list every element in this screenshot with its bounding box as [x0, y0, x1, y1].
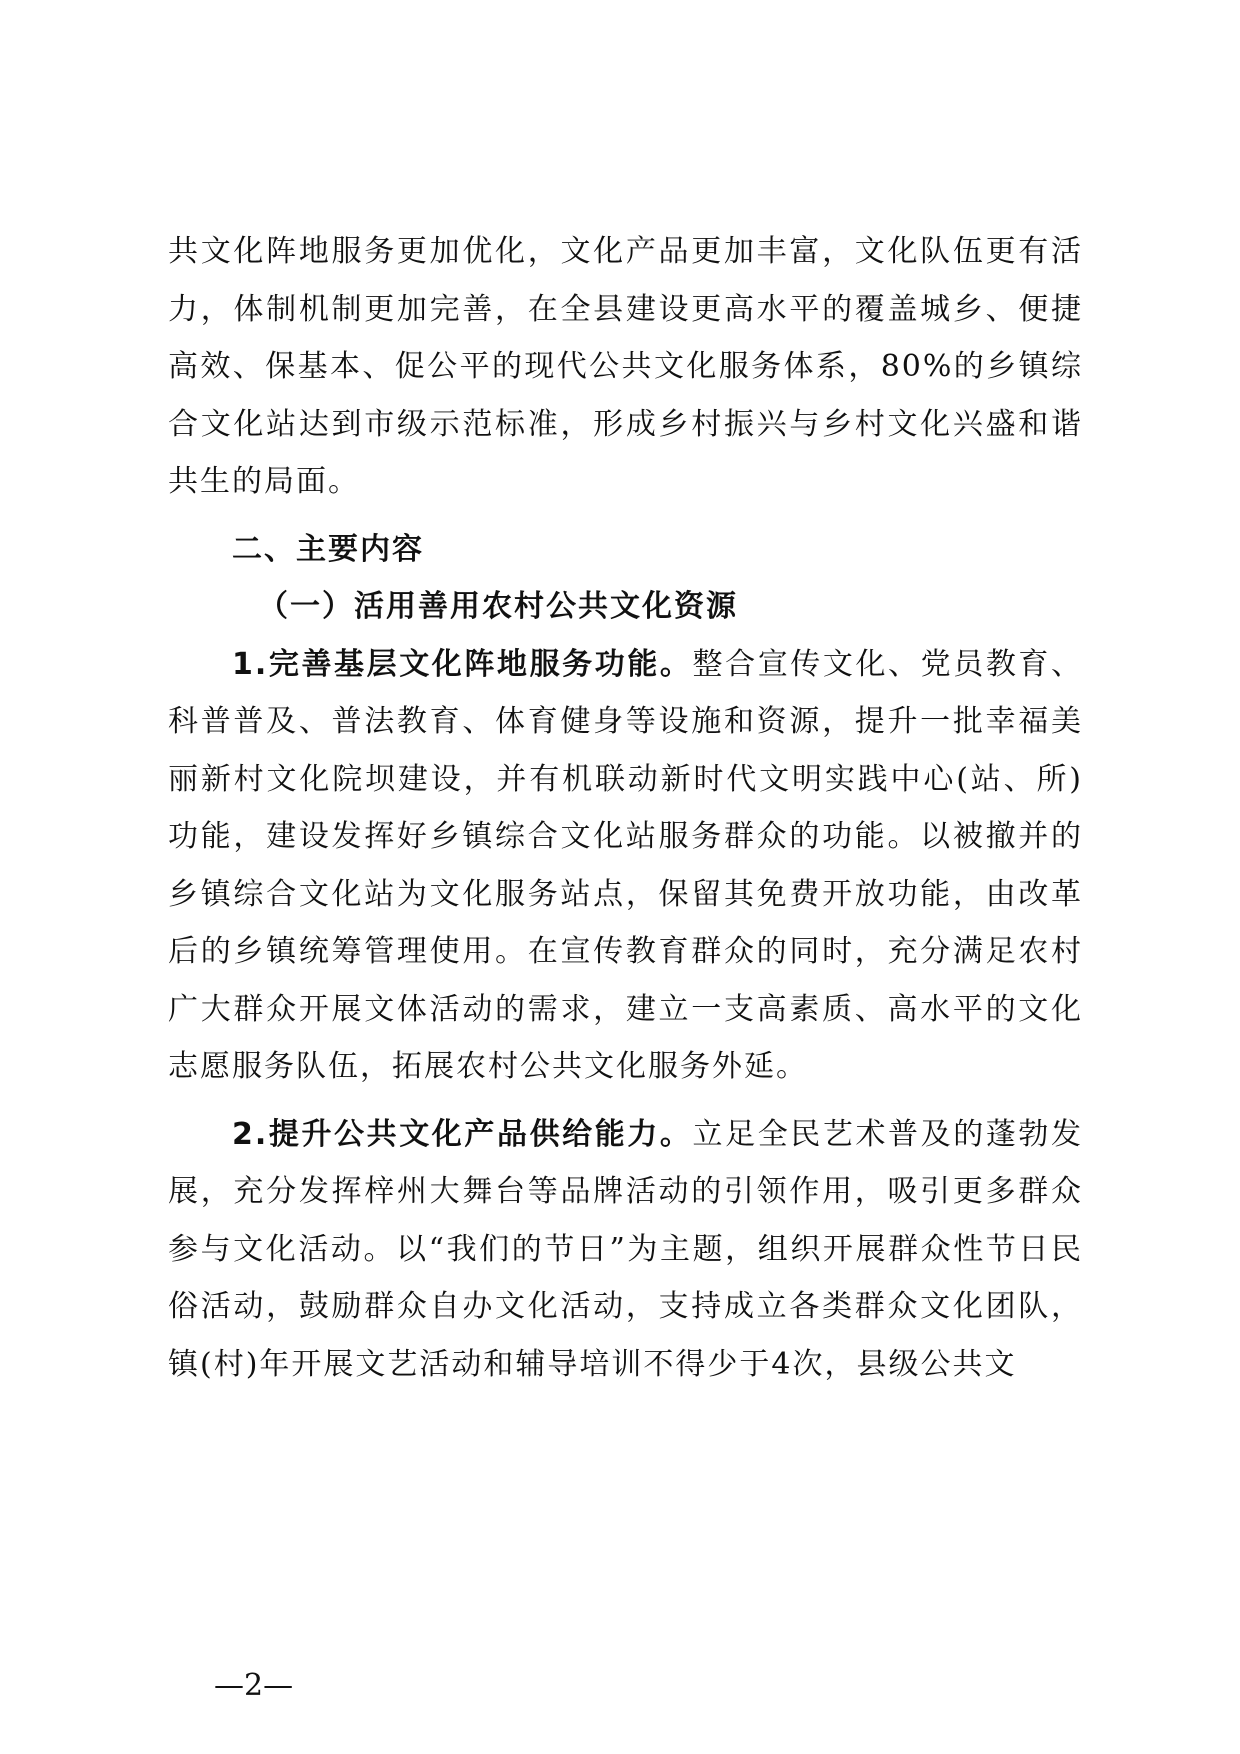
paragraph-item-1-body: 整合宣传文化、党员教育、科普普及、普法教育、体育健身等设施和资源，提升一批幸福美丽新村文化院坝建设，并有机联动新时代文明实践中心(站、所)功能，建设发挥好乡镇综合文化站服务群众的功能。以被撤并的乡镇综合文化站为文化服务站点，保留其免费开放功能，由改革后的乡镇统筹管理使用。在宣传教育群众的同时，充分满足农村广大群众开展文体活动的需求，建立一支高素质、高水平的文化志愿服务队伍，拓展农村公共文化服务外延。 — [168, 646, 1083, 1084]
paragraph-item-2-body: 立足全民艺术普及的蓬勃发展，充分发挥梓州大舞台等品牌活动的引领作用，吸引更多群众参与文化活动。以“我们的节日”为主题，组织开展群众性节日民俗活动，鼓励群众自办文化活动，支持成立各类群众文化团队，镇(村)年开展文艺活动和辅导培训不得少于4次，县级公共文 — [168, 1116, 1083, 1382]
body-text — [168, 223, 1083, 1393]
page-number: —2— — [214, 1668, 294, 1703]
subsection-heading: （一）活用善用农村公共文化资源 — [258, 589, 738, 624]
paragraph-item-2-lead: 2.提升公共文化产品供给能力。 — [232, 1116, 693, 1152]
paragraph-continued: 共文化阵地服务更加优化，文化产品更加丰富，文化队伍更有活力，体制机制更加完善，在全县建设更高水平的覆盖城乡、便捷高效、保基本、促公平的现代公共文化服务体系，80%的乡镇综合文化站达到市级示范标准，形成乡村振兴与乡村文化兴盛和谐共生的局面。 — [168, 234, 1083, 499]
paragraph-item-1 — [168, 636, 1083, 1096]
paragraph-item-1-lead: 1.完善基层文化阵地服务功能。 — [232, 646, 693, 682]
paragraph-item-2 — [168, 1106, 1083, 1394]
section-heading: 二、主要内容 — [232, 531, 424, 567]
